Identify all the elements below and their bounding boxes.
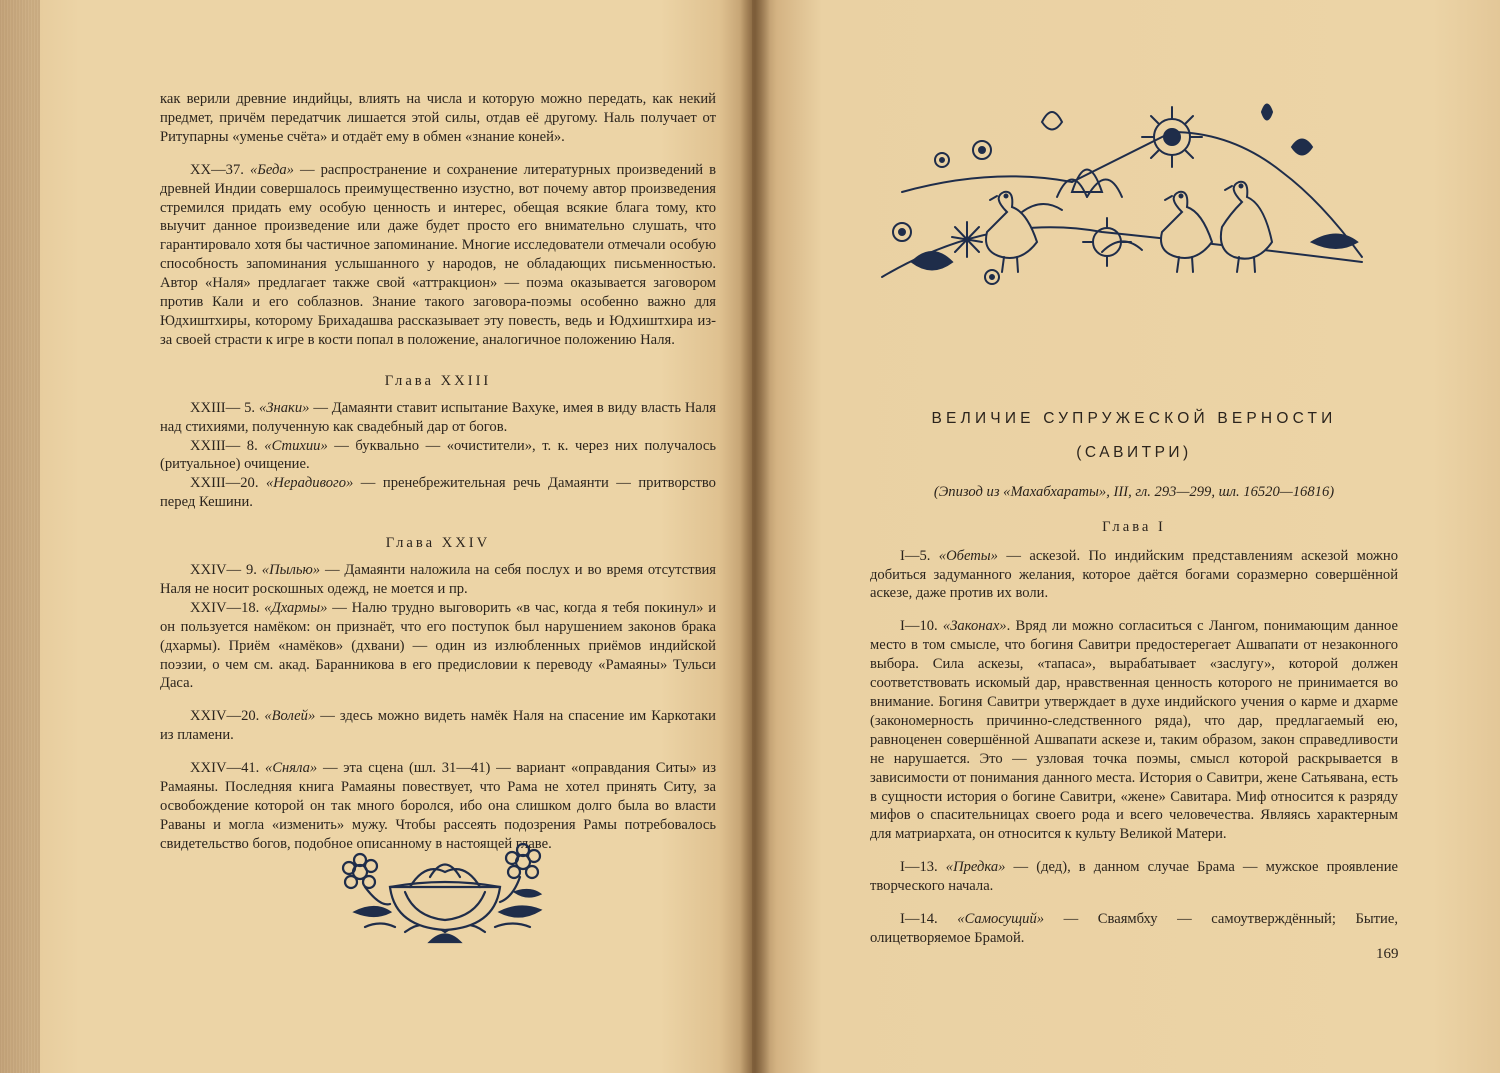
note-i-5 xyxy=(870,547,1398,604)
note-text: — Дамаянти наложила на себя послух и во время отсутствия Наля не носит роскошных одежд, не моется и пр. xyxy=(160,562,716,597)
note-xxiv-18 xyxy=(160,599,716,694)
note-term: «Законах» xyxy=(942,618,1007,635)
note-ref: XXIV—18. xyxy=(190,599,265,616)
note-i-14 xyxy=(870,910,1398,948)
chapter-heading-23: Глава XXIII xyxy=(384,372,492,389)
note-term: «Нерадивого» xyxy=(265,475,354,492)
note-xx-37 xyxy=(160,161,716,350)
note-ref: I—10. xyxy=(900,618,943,635)
lotus-flower-ornament-icon xyxy=(335,832,555,952)
note-ref: XX—37. xyxy=(190,161,250,178)
note-ref: XXIII— 5. xyxy=(190,399,259,416)
paragraph-continuation: как верили древние индийцы, влиять на числа и которую можно передать, как некий предмет, причём передатчик лишается этой силы, отдав её другому. Наль получает от Ритупарны «уменье счёта» и отдаёт ему в обмен «знание коней». xyxy=(160,91,716,145)
right-column xyxy=(870,410,1398,948)
left-column xyxy=(160,90,716,854)
page-subtitle: (САВИТРИ) xyxy=(1076,443,1192,461)
note-term: «Дхармы» xyxy=(264,599,328,616)
note-xxiv-9 xyxy=(160,561,716,599)
note-i-10 xyxy=(870,617,1398,844)
note-text: — пренебрежительная речь Дамаянти — притворство перед Кешини. xyxy=(160,475,716,511)
note-term: «Сняла» xyxy=(265,760,318,777)
note-xxiii-8 xyxy=(160,437,716,475)
note-term: «Пылью» xyxy=(261,562,321,579)
note-ref: I—5. xyxy=(900,547,939,564)
note-ref: XXIII—20. xyxy=(190,475,266,492)
note-text: — (дед), в данном случае Брама — мужское проявление творческого начала. xyxy=(870,859,1398,895)
note-term: «Самосущий» xyxy=(957,911,1045,928)
note-term: «Волей» xyxy=(264,708,316,725)
chapter-heading-24: Глава XXIV xyxy=(385,535,491,552)
note-term: «Стихии» xyxy=(264,437,328,454)
note-text: — Сваямбху — самоутверждённый; Бытие, олицетворяемое Брамой. xyxy=(870,911,1398,946)
right-page xyxy=(752,0,1500,1073)
note-text: — Налю трудно выговорить «в час, когда я тебя покинул» и он пользуется намёком: он признаёт, что его поступок был нарушением законов брака (дхармы). Приём «намёков» (дхвани) — один из излюбленных приёмов индийской поэзии, о чем см. акад. Баранникова в его предисловии к переводу «Рамаяны» Тульси Даса. xyxy=(160,599,717,692)
note-xxiii-5 xyxy=(160,399,716,437)
book-gutter xyxy=(740,0,770,1073)
note-ref: XXIV—41. xyxy=(190,760,266,777)
page-title: ВЕЛИЧИЕ СУПРУЖЕСКОЙ ВЕРНОСТИ xyxy=(931,410,1337,427)
note-text: . Вряд ли можно согласиться с Лангом, понимающим данное место в том смысле, что богиня Савитри предостерегает Ашвапати от незаконного выбора. Сила аскезы, «тапаса», вырабатывает «заслугу», которой должен соответствовать искомый дар, нравственная ценность которого не принимается во внимание. Богиня Савитри утверждает в духе индийского учения о карме и дхарме (закономерность причинно-следственного ряда), что дар, предлагаемый ею, равноценен совершённой Ашвапати аскезе и, таким образом, закон справедливости не нарушается. Это — узловая точка поэмы, смысл которой раскрывается в зависимости от понимания данного места. История о Савитри, жене Сатьявана, есть в сущности история о богине Савитри, «жене» Савитара. Миф относится к разряду мифов о спасительницах своего рода и всего человечества. Являясь характерным для матриархата, он относится к культу Великой Матери. xyxy=(870,618,1398,843)
episode-reference: (Эпизод из «Махабхараты», III, гл. 293—299, шл. 16520—16816) xyxy=(933,483,1335,500)
page-edges xyxy=(0,0,40,1073)
note-text: — здесь можно видеть намёк Наля на спасение им Каркотаки из пламени. xyxy=(160,708,716,744)
note-text: — буквально — «очистители», т. к. через них получалось (ритуальное) очищение. xyxy=(160,437,717,473)
note-text: — Дамаянти ставит испытание Вахуке, имея в виду власть Наля над стихиями, полученную как свадебный дар от богов. xyxy=(160,399,716,435)
note-text: — распространение и сохранение литературных произведений в древней Индии совершалось преимущественно изустно, вот почему автор произведения стремился придать ему особую ценность и интерес, обещая всякие блага тому, кто выучит данное произведение или даже будет просто его внимательно слушать, что гарантировало хотя бы частичное запоминание. Многие исследователи отмечали особую способность запоминания услышанного у народов, не обладающих письменностью. Автор «Наля» предлагает также свой «аттракцион» — поэма оказывается заговором против Кали и его соблазнов. Знание такого заговора-поэмы особенно важно для Юдхиштхиры, которому Брихадашва рассказывает эту повесть, ведь и Юдхиштхира из-за своей страсти к игре в кости попал в положение, аналогичное положению Наля. xyxy=(160,161,716,348)
note-xxiv-20 xyxy=(160,707,716,745)
note-ref: I—14. xyxy=(900,911,958,928)
note-term: «Знаки» xyxy=(258,399,310,416)
chapter-heading-1: Глава I xyxy=(1102,518,1166,535)
note-ref: XXIV— 9. xyxy=(190,562,262,579)
note-term: «Беда» xyxy=(249,161,294,178)
page-number: 169 xyxy=(1376,946,1399,962)
note-ref: I—13. xyxy=(900,859,946,876)
note-ref: XXIII— 8. xyxy=(190,437,265,454)
note-term: «Обеты» xyxy=(938,547,998,564)
note-text: — эта сцена (шл. 31—41) — вариант «оправдания Ситы» из Рамаяны. Последняя книга Рамаяны повествует, что Рама не хотел принять Ситу, за освобождение которой он так много боролся, ибо она слишком долго была во власти Раваны и могла «изменить» мужу. Чтобы рассеять подозрения Рамы потребовалось свидетельство богов, подобное описанному в настоящей главе. xyxy=(160,760,716,852)
note-term: «Предка» xyxy=(945,859,1006,876)
note-xxiii-20 xyxy=(160,474,716,512)
note-i-13 xyxy=(870,858,1398,896)
floral-geese-ornament-icon xyxy=(872,92,1372,287)
note-ref: XXIV—20. xyxy=(190,708,265,725)
note-text: — аскезой. По индийским представлениям аскезой можно добиться задуманного желания, которое даётся богами соразмерно совершённой аскезе, даже против их воли. xyxy=(870,547,1398,602)
